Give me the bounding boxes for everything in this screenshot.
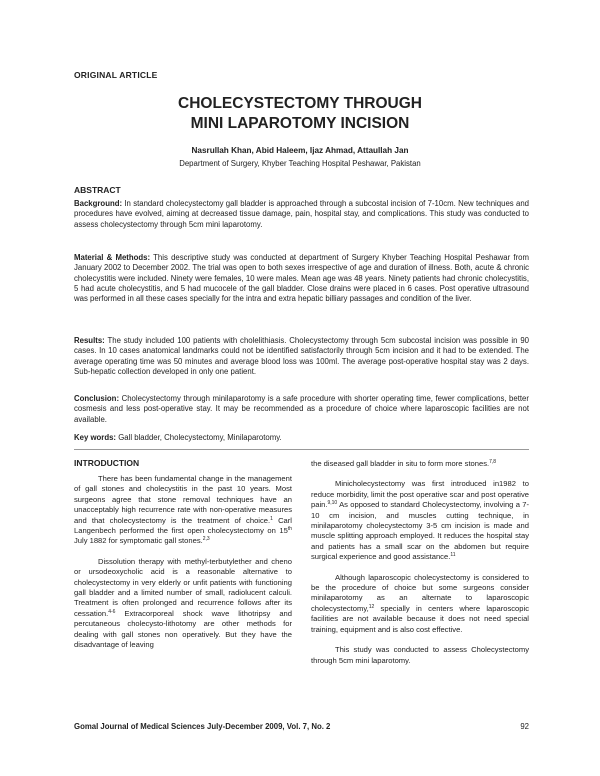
- methods-label: Material & Methods:: [74, 253, 151, 262]
- right-column: [311, 459, 529, 666]
- ordinal-suffix: th: [287, 526, 292, 533]
- citation-ref: 12: [368, 603, 375, 610]
- abstract-results: [74, 336, 529, 377]
- intro-paragraph-2: [74, 557, 292, 651]
- abstract-heading: ABSTRACT: [74, 185, 121, 195]
- affiliation: Department of Surgery, Khyber Teaching Hospital Peshawar, Pakistan: [179, 159, 421, 168]
- journal-citation: Gomal Journal of Medical Sciences July-December 2009, Vol. 7, No. 2: [74, 722, 331, 731]
- citation-ref: 9,10: [327, 500, 338, 507]
- article-title: [60, 94, 540, 134]
- section-tag: ORIGINAL ARTICLE: [74, 70, 158, 80]
- results-label: Results:: [74, 336, 105, 345]
- citation-ref: 4-6: [108, 608, 116, 615]
- intro-r3-text-a: Although laparoscopic cholecystectomy is considered to be the procedure of choice but some surgeons consider minilaparotomy as an alternate to laparoscopic cholecystectomy,: [311, 572, 529, 613]
- intro-paragraph-2-cont: [311, 459, 529, 469]
- left-column: [74, 474, 292, 651]
- authors: Nasrullah Khan, Abid Haleem, Ijaz Ahmad, Attaullah Jan: [191, 146, 409, 155]
- citation-ref: 7,8: [489, 459, 497, 465]
- results-text: The study included 100 patients with cholelithiasis. Cholecystectomy through 5cm subcostal incision was possible in 90 cases. In 10 cases anatomical landmarks could not be identified satisfactorily through 5cm incision and it had to be extended. The average operating time was 50 minutes and average blood loss was 100ml. The average post-operative hospital stay was 2 days. Sub-hepatic collection developed in only one patient.: [74, 336, 529, 376]
- citation-ref: 1: [270, 515, 273, 522]
- methods-text: This descriptive study was conducted at department of Surgery Khyber Teaching Hospital Peshawar from January 2002 to December 2002. The trial was open to both sexes irrespective of age and duration of illness. Both, acute & chronic cholecystitis were included. Ninety were females, 10 were males. Mean age was 48 years. Ninety patients had chronic cholecystitis, 5 had acute cholecystitis, and 5 had mucocele of the gall bladder. Close drains were placed in 6 cases. Post operative ultrasound was performed in all these cases specially for the intra and extra hepatic billiary passages and condition of the liver.: [74, 253, 530, 304]
- intro-p1-text-b: Carl Langenbech performed the first open cholecystectomy on 15: [74, 515, 292, 536]
- background-label: Background:: [74, 199, 123, 208]
- background-text: In standard cholecystectomy gall bladder is approached through a subcostal incision of 7-10cm. New techniques and procedures have evolved, aiming at decreased tissue damage, pain, hospital stay, and complications. This study was conducted to assess cholecystectomy through 5cm mini laparotomy.: [74, 199, 529, 229]
- intro-r4-text: This study was conducted to assess Cholecystectomy through 5cm mini laparotomy.: [311, 645, 529, 665]
- citation-ref: 2,3: [202, 536, 210, 543]
- conclusion-label: Conclusion:: [74, 394, 120, 403]
- intro-r2-text-a: Minicholecystectomy was first introduced in1982 to reduce morbidity, limit the post operative scar and post operative pain.: [311, 479, 529, 510]
- intro-r2-text-b: As opposed to standard Cholecystectomy, involving a 7-10 cm incision, and muscles cutting technique, in minilaparotomy cholecystectomy 3-5 cm incision is made and muscle splitting approach employed. It reduces the hospital stay and patients has a small scar on the abdomen but require surgical experience and good assistance.: [311, 500, 529, 562]
- introduction-heading: INTRODUCTION: [74, 458, 140, 468]
- title-line-2: MINI LAPAROTOMY INCISION: [190, 115, 410, 132]
- keywords-text: Gall bladder, Cholecystectomy, Minilaparotomy.: [116, 433, 282, 442]
- intro-paragraph-5: [311, 645, 529, 666]
- abstract-background: [74, 199, 529, 230]
- intro-paragraph-3: [311, 479, 529, 562]
- keywords-label: Key words:: [74, 433, 117, 442]
- intro-paragraph-1: [74, 474, 292, 547]
- intro-p1-text-a: There has been fundamental change in the management of gall stones and cholecystitis in the past 10 years. Most surgeons agree that stone removal techniques have an unacceptably high recurrence rate with non-operative measures and that cholecystectomy is the treatment of choice.: [74, 474, 292, 525]
- citation-ref: 11: [450, 552, 456, 559]
- intro-paragraph-4: [311, 573, 529, 635]
- intro-p2-text-a: Dissolution therapy with methyl-terbutylether and cheno or ursodeoxycholic acid is a reasonable alternative to cholecystectomy in very elderly or unfit patients with functioning gall bladder and a limited number of small, radiolucent calculi. Treatment is often prolonged and recurrence follows after its cessation.: [74, 556, 292, 618]
- keywords: [74, 433, 529, 443]
- intro-p1-text-c: July 1882 for symptomatic gall stones.: [74, 536, 203, 546]
- intro-p2-text-b: Extracorporeal shock wave lithotripsy and percutaneous cholecysto-lithotomy are other methods for dealing with gall stones non operatively. But they have the disadvantage of leaving: [74, 608, 292, 650]
- page-footer: [74, 722, 529, 731]
- abstract-methods: [74, 253, 529, 304]
- conclusion-text: Cholecystectomy through minilaparotomy is a safe procedure with shorter operating time, fewer complications, better cosmesis and less post-operative stay. It may be recommended as a procedure of choice where laparoscopic facilities are not available.: [74, 394, 529, 424]
- abstract-conclusion: [74, 394, 529, 425]
- intro-r1-text: the diseased gall bladder in situ to form more stones.: [311, 459, 490, 468]
- intro-r3-text-b: specially in centers where laparoscopic facilities are not available because it does not need special training, equipment and is also cost effective.: [311, 603, 529, 634]
- section-divider: [74, 449, 529, 450]
- title-line-1: CHOLECYSTECTOMY THROUGH: [178, 95, 422, 112]
- page-number: 92: [520, 722, 529, 731]
